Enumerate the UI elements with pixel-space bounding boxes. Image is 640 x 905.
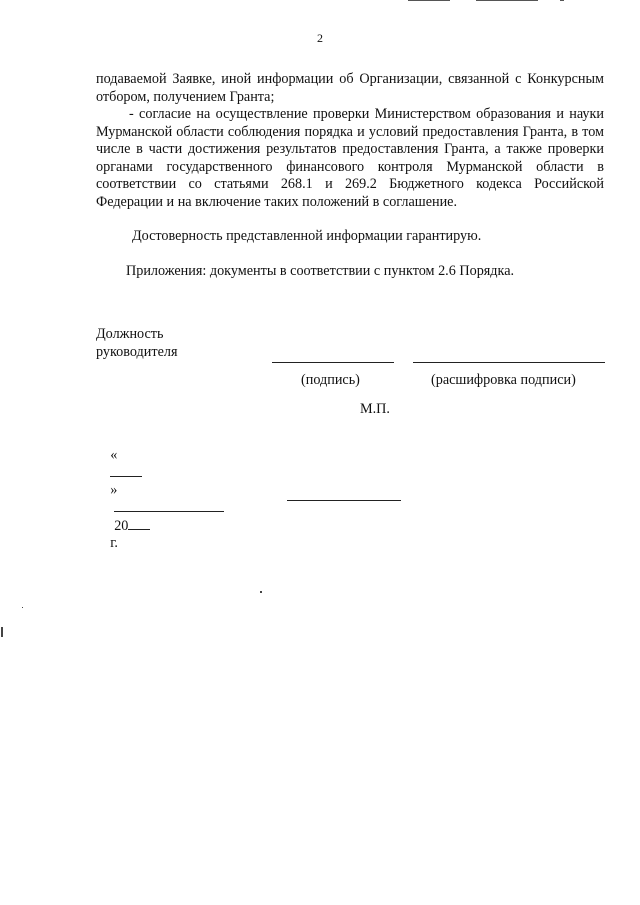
paragraph-continuation	[96, 71, 604, 106]
position-label	[96, 325, 177, 361]
signature-decoding-line	[413, 362, 605, 363]
stamp-label: М.П.	[360, 401, 390, 417]
position-label-line1: Должность	[96, 326, 164, 342]
scan-speck	[22, 607, 23, 608]
paragraph-consent	[96, 106, 604, 211]
scan-speck	[1, 627, 3, 637]
end-separator-line	[287, 500, 401, 501]
date-day-blank	[110, 464, 142, 477]
signature-decoding-caption: (расшифровка подписи)	[431, 372, 576, 388]
date-open-quote: «	[110, 447, 118, 463]
date-close-quote: »	[110, 482, 118, 498]
signature-line	[272, 362, 394, 363]
date-year-prefix: 20	[114, 518, 129, 534]
page-number: 2	[317, 31, 323, 45]
position-label-line2: руководителя	[96, 344, 178, 360]
paragraph-guarantee: Достоверность представленной информации гарантирую.	[132, 228, 482, 244]
date-month-blank	[114, 499, 224, 512]
signature-caption: (подпись)	[301, 372, 360, 388]
date-year-blank	[128, 517, 150, 530]
paragraph-text: - согласие на осуществление проверки Министерством образования и науки Мурманской области соблюдения порядка и условий предоставления Гранта, в том числе в части достижения результатов предоставления Гранта, а также проверки органами государственного финансового контроля Мурманской области в соответствии со статьями 268.1 и 269.2 Бюджетного кодекса Российской Федерации и на включение таких положений в соглашение.	[96, 106, 604, 210]
date-year-suffix: г.	[110, 535, 118, 551]
paragraph-attachments: Приложения: документы в соответствии с пунктом 2.6 Порядка.	[126, 263, 515, 279]
date-field	[96, 430, 224, 569]
top-scan-marks	[408, 0, 568, 4]
paragraph-text: подаваемой Заявке, иной информации об Организации, связанной с Конкурсным отбором, получением Гранта;	[96, 71, 604, 105]
scan-speck	[260, 591, 262, 593]
